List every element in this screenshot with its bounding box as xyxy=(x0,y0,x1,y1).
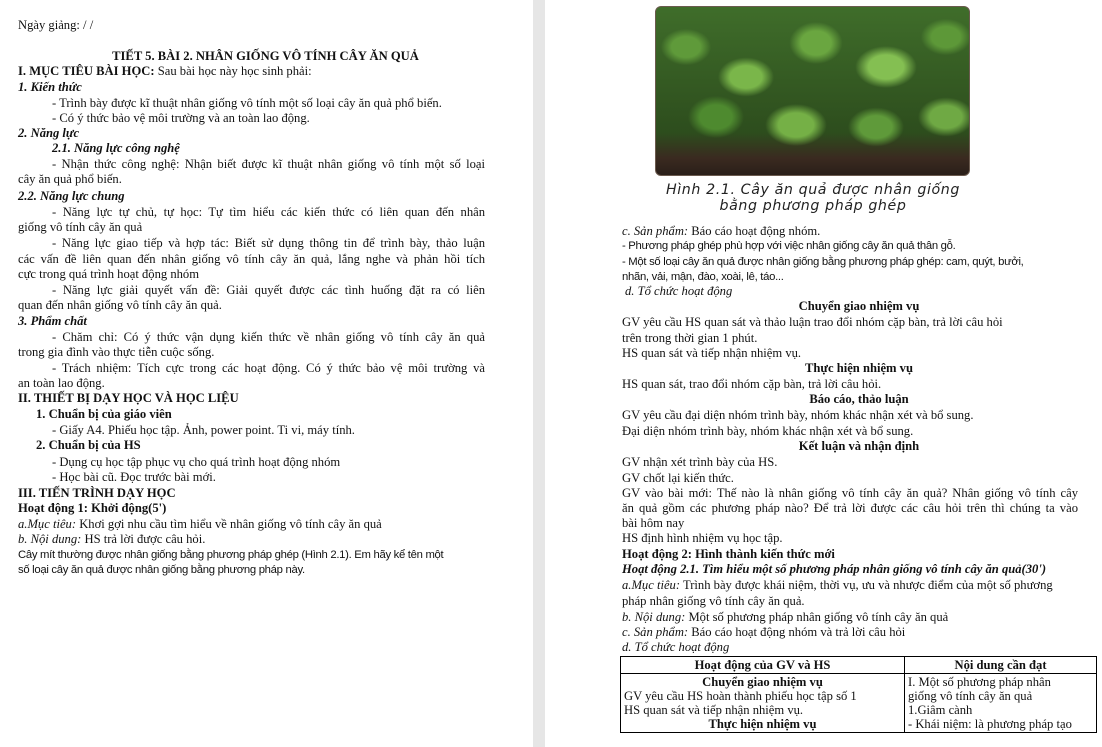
general-competency-2-line-1: - Năng lực giao tiếp và hợp tác: Biết sử dụng thông tin để trình bày, thảo luận xyxy=(52,236,485,250)
section-3-heading: III. TIẾN TRÌNH DẠY HỌC xyxy=(18,486,176,500)
activity-1-objective-text: Khơi gợi nhu cầu tìm hiểu về nhân giống vô tính cây ăn quả xyxy=(76,517,382,531)
date-line: Ngày giảng: / / xyxy=(18,18,94,32)
section-2-heading: II. THIẾT BỊ DẠY HỌC VÀ HỌC LIỆU xyxy=(18,391,239,405)
table-content-line-1: I. Một số phương pháp nhân xyxy=(908,675,1051,689)
product-line xyxy=(622,224,820,238)
table-cell-content xyxy=(905,674,1097,733)
document-page-right xyxy=(545,0,1102,747)
product-text: Báo cáo hoạt động nhóm. xyxy=(688,224,821,238)
conclusion-line-6: HS định hình nhiệm vụ học tập. xyxy=(622,531,783,545)
student-prep-item-2: - Học bài cũ. Đọc trước bài mới. xyxy=(52,470,216,484)
section-1-label: I. MỤC TIÊU BÀI HỌC: xyxy=(18,64,155,78)
activity-1-content-label: b. Nội dung: xyxy=(18,532,82,546)
activity-2-1-product-label: c. Sản phẩm: xyxy=(622,625,689,639)
table-cell-activities xyxy=(621,674,905,733)
table-task-assign-line-1: GV yêu cầu HS hoàn thành phiếu học tập số 1 xyxy=(624,689,857,703)
organization-label: d. Tổ chức hoạt động xyxy=(625,284,733,298)
activity-2-1-objective xyxy=(622,578,1053,592)
activity-1-content-text: HS trả lời được câu hỏi. xyxy=(81,532,206,546)
teacher-prep-heading: 1. Chuẩn bị của giáo viên xyxy=(36,407,172,421)
product-item-2-line-2: nhãn, vải, mận, đào, xoài, lê, táo... xyxy=(622,271,784,283)
conclusion-heading: Kết luận và nhận định xyxy=(798,439,920,453)
competency-heading: 2. Năng lực xyxy=(18,126,80,140)
general-competency-heading: 2.2. Năng lực chung xyxy=(18,189,125,203)
quality-1-line-2: trong gia đình vào thực tiễn cuộc sống. xyxy=(18,345,215,359)
general-competency-2-line-3: cực trong quá trình hoạt động nhóm xyxy=(18,267,200,281)
table-header-content: Nội dung cần đạt xyxy=(905,657,1097,674)
conclusion-line-1: GV nhận xét trình bày của HS. xyxy=(622,455,778,469)
tech-competency-line-1: - Nhận thức công nghệ: Nhận biết được kĩ thuật nhân giống vô tính một số loại xyxy=(52,157,485,171)
student-prep-item-1: - Dụng cụ học tập phục vụ cho quá trình hoạt động nhóm xyxy=(52,455,341,469)
activity-2-1-objective-label: a.Mục tiêu: xyxy=(622,578,681,592)
report-line-1: GV yêu cầu đại diện nhóm trình bày, nhóm khác nhận xét và bổ sung. xyxy=(622,408,974,422)
general-competency-3-line-1: - Năng lực giải quyết vấn đề: Giải quyết được các tình huống đặt ra có liên xyxy=(52,283,485,297)
activity-2-1-content-label: b. Nội dung: xyxy=(622,610,686,624)
quality-heading: 3. Phẩm chất xyxy=(18,314,87,328)
activity-2-1-product xyxy=(622,625,905,639)
fruit-tree-seedlings-photo xyxy=(655,6,970,176)
student-prep-heading: 2. Chuẩn bị của HS xyxy=(36,438,141,452)
conclusion-line-3: GV vào bài mới: Thế nào là nhân giống vô tính cây ăn quả? Nhân giống vô tính cây xyxy=(622,486,1078,500)
conclusion-line-5: bài hôm nay xyxy=(622,516,685,530)
figure-caption-line-1: Hình 2.1. Cây ăn quả được nhân giống xyxy=(666,182,960,198)
activity-1-content xyxy=(18,532,205,546)
knowledge-item-2: - Có ý thức bảo vệ môi trường và an toàn lao động. xyxy=(52,111,310,125)
quality-1-line-1: - Chăm chỉ: Có ý thức vận dụng kiến thức về nhân giống vô tính cây ăn quả xyxy=(52,330,485,344)
product-item-1: - Phương pháp ghép phù hợp với việc nhân giống cây ăn quả thân gỗ. xyxy=(622,240,956,252)
quality-2-line-2: an toàn lao động. xyxy=(18,376,105,390)
table-content-line-2: giống vô tính cây ăn quả xyxy=(908,689,1033,703)
activity-2-1-objective-text: Trình bày được khái niệm, thời vụ, ưu và nhược điểm của một số phương xyxy=(680,578,1053,592)
general-competency-1-line-2: giống vô tính cây ăn quả xyxy=(18,220,143,234)
activity-1-heading: Hoạt động 1: Khởi động(5') xyxy=(18,501,167,515)
table-task-assign-line-2: HS quan sát và tiếp nhận nhiệm vụ. xyxy=(624,703,804,717)
conclusion-line-2: GV chốt lại kiến thức. xyxy=(622,471,734,485)
task-assign-line-2: trên trong thời gian 1 phút. xyxy=(622,331,758,345)
activity-1-question-line-2: số loại cây ăn quả được nhân giống bằng phương pháp này. xyxy=(18,564,305,576)
general-competency-3-line-2: quan đến nhân giống vô tính cây ăn quả. xyxy=(18,298,222,312)
activity-2-1-objective-line-2: pháp nhân giống vô tính cây ăn quả. xyxy=(622,594,805,608)
activity-2-heading: Hoạt động 2: Hình thành kiến thức mới xyxy=(622,547,835,561)
knowledge-heading: 1. Kiến thức xyxy=(18,80,82,94)
activity-2-1-content xyxy=(622,610,948,624)
report-heading: Báo cáo, thảo luận xyxy=(809,392,909,406)
task-assign-line-3: HS quan sát và tiếp nhận nhiệm vụ. xyxy=(622,346,802,360)
task-do-heading: Thực hiện nhiệm vụ xyxy=(805,361,913,375)
table-row xyxy=(621,674,1097,733)
teacher-prep-item: - Giấy A4. Phiếu học tập. Ảnh, power point. Ti vi, máy tính. xyxy=(52,423,355,437)
table-header-row xyxy=(621,657,1097,674)
knowledge-item-1: - Trình bày được kĩ thuật nhân giống vô tính một số loại cây ăn quả phổ biến. xyxy=(52,96,442,110)
product-item-2-line-1: - Một số loại cây ăn quả được nhân giống bằng phương pháp ghép: cam, quýt, bưởi, xyxy=(622,256,1024,268)
activity-2-1-organization: d. Tổ chức hoạt động xyxy=(622,640,730,654)
general-competency-1-line-1: - Năng lực tự chủ, tự học: Tự tìm hiểu các kiến thức có liên quan đến nhân xyxy=(52,205,485,219)
table-task-do-heading: Thực hiện nhiệm vụ xyxy=(708,717,817,731)
activity-table xyxy=(620,656,1097,733)
section-1-intro: Sau bài học này học sinh phải: xyxy=(154,64,312,78)
tech-competency-line-2: cây ăn quả phổ biến. xyxy=(18,172,122,186)
report-line-2: Đại diện nhóm trình bày, nhóm khác nhận xét và bổ sung. xyxy=(622,424,914,438)
activity-2-1-product-text: Báo cáo hoạt động nhóm và trả lời câu hỏi xyxy=(688,625,906,639)
document-page-left xyxy=(0,0,533,747)
activity-1-objective xyxy=(18,517,382,531)
activity-1-question-line-1: Cây mít thường được nhân giống bằng phương pháp ghép (Hình 2.1). Em hãy kể tên một xyxy=(18,549,444,561)
task-assign-line-1: GV yêu cầu HS quan sát và thảo luận trao đổi nhóm cặp bàn, trả lời câu hỏi xyxy=(622,315,1003,329)
activity-2-1-heading: Hoạt động 2.1. Tìm hiểu một số phương pháp nhân giống vô tính cây ăn quả(30') xyxy=(622,562,1047,576)
product-label: c. Sản phẩm: xyxy=(622,224,689,238)
figure-caption xyxy=(633,182,993,214)
quality-2-line-1: - Trách nhiệm: Tích cực trong các hoạt động. Có ý thức bảo vệ môi trường và xyxy=(52,361,485,375)
lesson-title: TIẾT 5. BÀI 2. NHÂN GIỐNG VÔ TÍNH CÂY ĂN QUẢ xyxy=(112,49,419,63)
table-content-line-3: 1.Giâm cành xyxy=(908,703,973,717)
tech-competency-heading: 2.1. Năng lực công nghệ xyxy=(52,141,180,155)
section-1-heading xyxy=(18,64,312,78)
conclusion-line-4: ăn quả gồm các phương pháp nào? Để trả lời được các câu hỏi trên thì chúng ta vào xyxy=(622,501,1078,515)
activity-1-objective-label: a.Mục tiêu: xyxy=(18,517,77,531)
task-do-line-1: HS quan sát, trao đổi nhóm cặp bàn, trả lời câu hỏi. xyxy=(622,377,882,391)
table-header-activities: Hoạt động của GV và HS xyxy=(621,657,905,674)
table-task-assign-heading: Chuyển giao nhiệm vụ xyxy=(702,675,823,689)
table-content-line-4: - Khái niệm: là phương pháp tạo xyxy=(908,717,1072,731)
general-competency-2-line-2: các vấn đề liên quan đến nhân giống vô tính cây ăn quả, lắng nghe và phản hồi tích xyxy=(18,252,485,266)
figure-caption-line-2: bằng phương pháp ghép xyxy=(719,198,907,214)
task-assign-heading: Chuyển giao nhiệm vụ xyxy=(798,299,920,313)
activity-2-1-content-text: Một số phương pháp nhân giống vô tính cây ăn quả xyxy=(685,610,949,624)
